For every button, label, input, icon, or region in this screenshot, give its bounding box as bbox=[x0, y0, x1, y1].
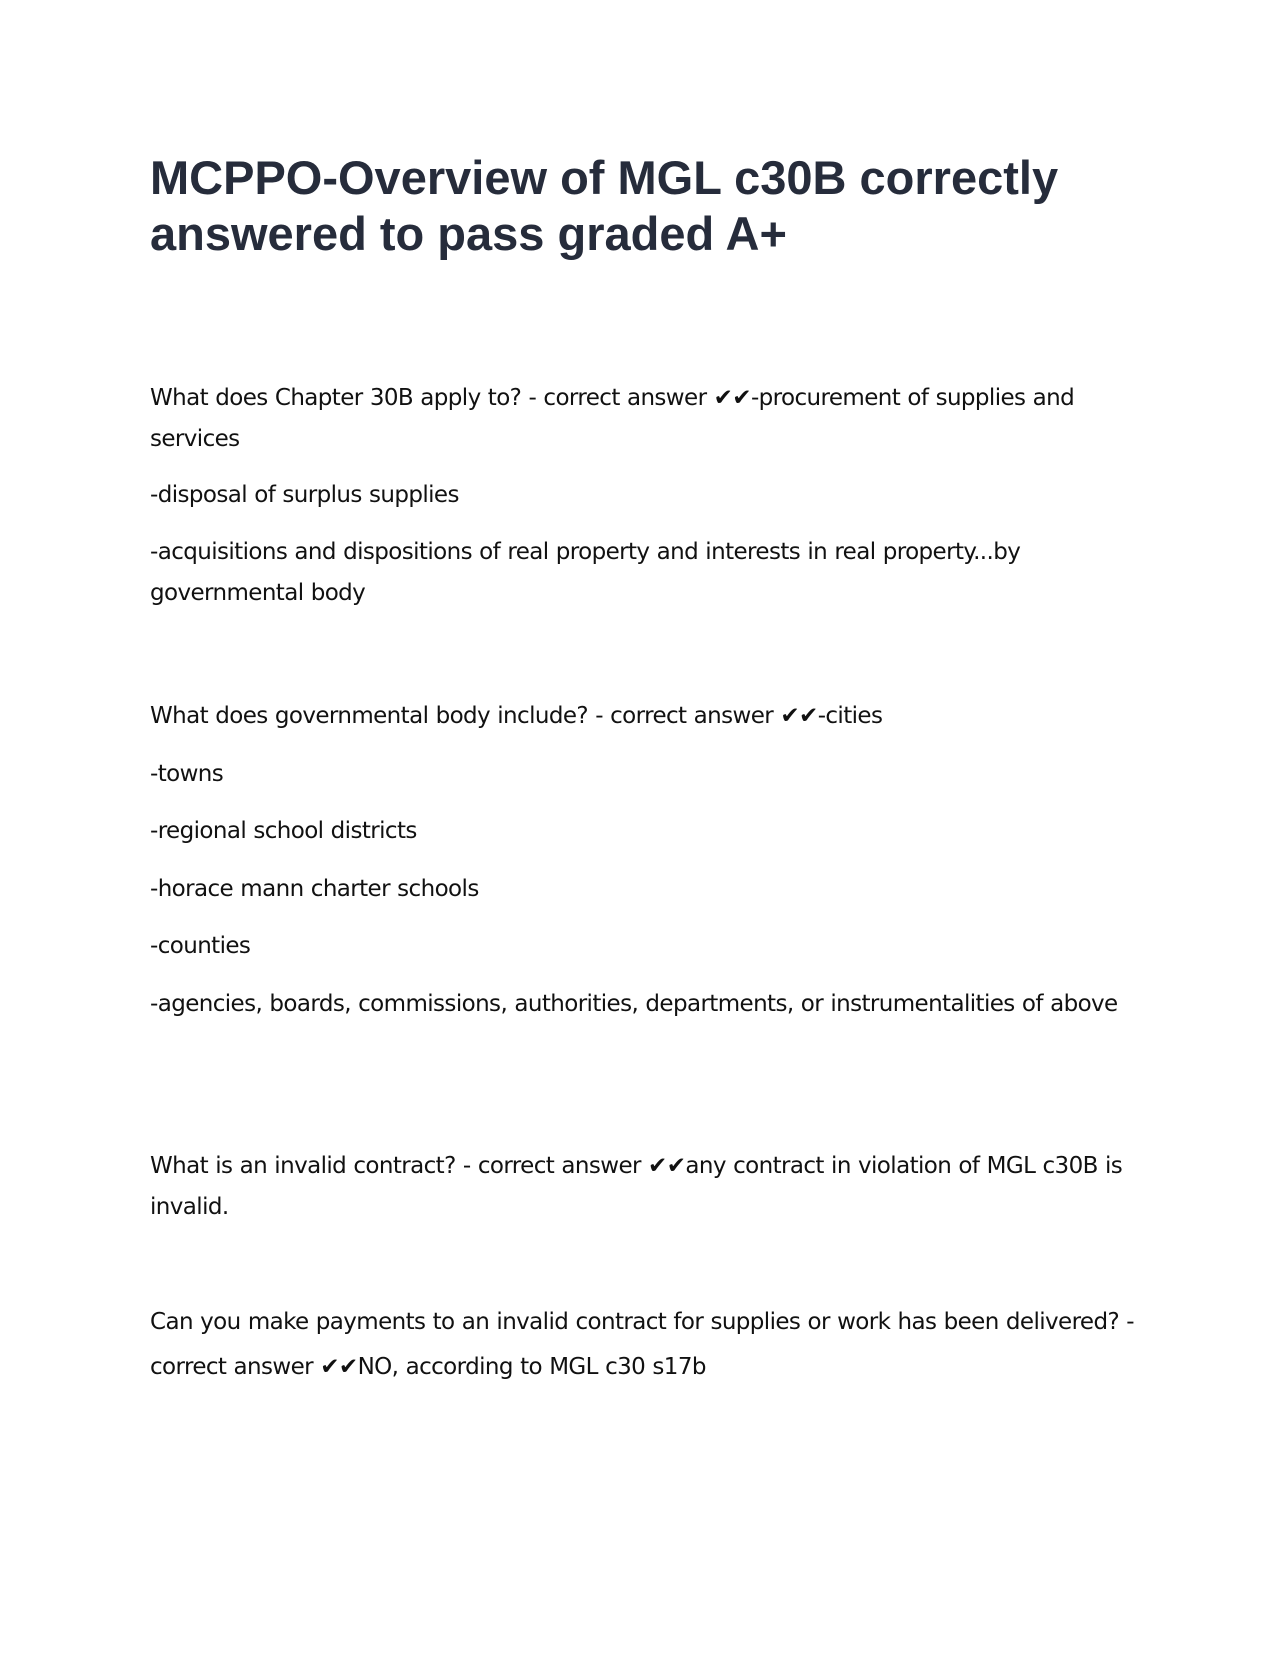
qa2-item: -agencies, boards, commissions, authorities, departments, or instrumentalities of above bbox=[150, 991, 1118, 1017]
qa1-item: -disposal of surplus supplies bbox=[150, 482, 459, 508]
qa2-item: -counties bbox=[150, 933, 251, 959]
qa1-question: What does Chapter 30B apply to? - correct answer ✔✔-procurement of supplies and services bbox=[150, 385, 1075, 452]
qa3-question: What is an invalid contract? - correct answer ✔✔any contract in violation of MGL c30B is invalid. bbox=[150, 1153, 1123, 1220]
qa2-item: -regional school districts bbox=[150, 818, 417, 844]
qa1-item: -acquisitions and dispositions of real property and interests in real property...by governmental body bbox=[150, 539, 1021, 606]
qa2-question: What does governmental body include? - correct answer ✔✔-cities bbox=[150, 703, 883, 729]
qa4-question: Can you make payments to an invalid contract for supplies or work has been delivered? - correct answer ✔✔NO, according to MGL c30 s17b bbox=[150, 1309, 1135, 1380]
qa2-item: -towns bbox=[150, 761, 224, 787]
document-title: MCPPO-Overview of MGL c30B correctly answered to pass graded A+ bbox=[150, 151, 1059, 260]
qa2-item: -horace mann charter schools bbox=[150, 876, 479, 902]
